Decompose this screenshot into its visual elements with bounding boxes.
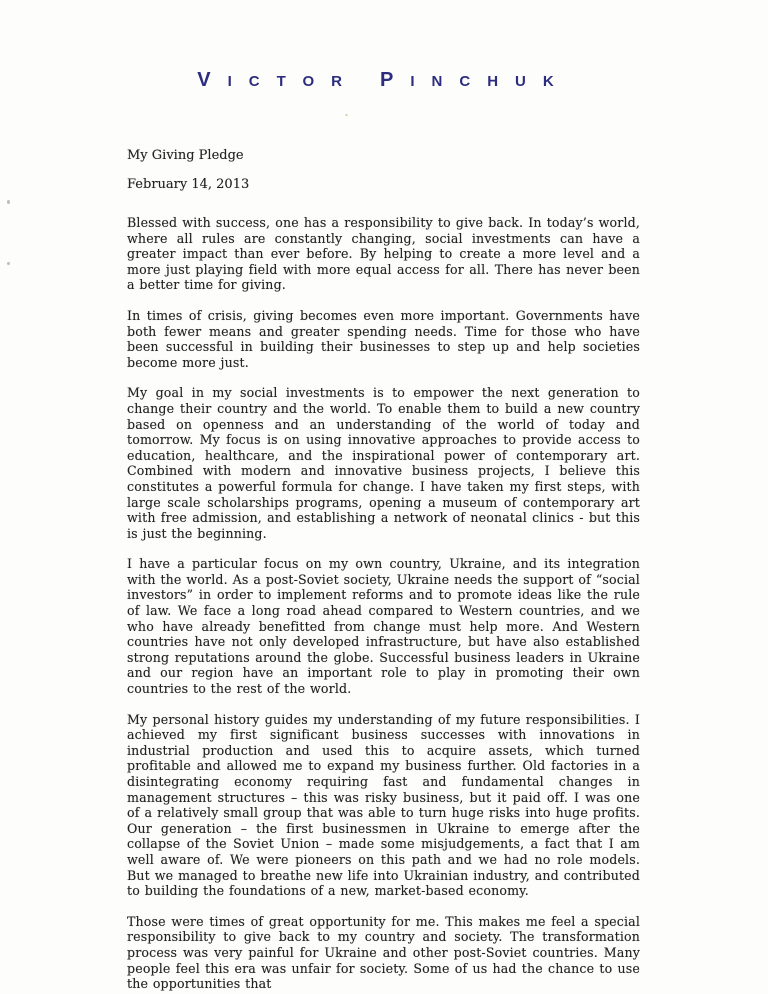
- scan-speck: [345, 114, 348, 116]
- scan-speck: [7, 200, 10, 204]
- letterhead-initial: V: [197, 69, 228, 91]
- paragraph: My goal in my social investments is to empower the next generation to change their country and the world. To enable them to build a new country based on openness and an understanding of the world of today and tomorrow. My focus is on using innovative approaches to provide access to education, healthcare, and the inspirational power of contemporary art. Combined with modern and innovative business projects, I believe this constitutes a powerful formula for change. I have taken my first steps, with large scale scholarships programs, opening a museum of contemporary art with free admission, and establishing a network of neonatal clinics - but this is just the beginning.: [127, 385, 640, 541]
- letterhead-initial: P: [380, 69, 411, 91]
- letter-body: [127, 215, 640, 992]
- paragraph: In times of crisis, giving becomes even more important. Governments have both fewer means and greater spending needs. Time for those who have been successful in building their businesses to step up and help societies become more just.: [127, 307, 640, 370]
- paragraph: I have a particular focus on my own country, Ukraine, and its integration with the world. As a post-Soviet society, Ukraine needs the support of “social investors” in order to implement reforms and to promote ideas like the rule of law. We face a long road ahead compared to Western countries, and we who have already benefitted from change must help more. And Western countries have not only developed infrastructure, but have also established strong reputations around the globe. Successful business leaders in Ukraine and our region have an important role to play in promoting their own countries to the rest of the world.: [127, 556, 640, 697]
- scan-speck: [7, 262, 10, 265]
- letter-title: My Giving Pledge: [127, 148, 244, 163]
- letterhead-name-part: ICTOR: [227, 73, 360, 90]
- paragraph: Those were times of great opportunity for me. This makes me feel a special responsibility to give back to my country and society. The transformation process was very painful for Ukraine and other post-Soviet countries. Many people feel this era was unfair for society. Some of us had the chance to use the opportunities that: [127, 913, 640, 992]
- letterhead-name-part: INCHUK: [410, 73, 571, 90]
- letter-content: [0, 148, 768, 992]
- letter-date: February 14, 2013: [127, 177, 250, 192]
- paragraph: Blessed with success, one has a responsibility to give back. In today’s world, where all rules are constantly changing, social investments can have a greater impact than ever before. By helping to create a more level and a more just playing field with more equal access for all. There has never been a better time for giving.: [127, 215, 640, 293]
- letterhead: [0, 0, 768, 92]
- paragraph: My personal history guides my understanding of my future responsibilities. I achieved my first significant business successes with innovations in industrial production and used this to acquire assets, which turned profitable and allowed me to expand my business further. Old factories in a disintegrating economy requiring fast and fundamental changes in management structures – this was risky business, but it paid off. I was one of a relatively small group that was able to turn huge risks into huge profits. Our generation – the first businessmen in Ukraine to emerge after the collapse of the Soviet Union – made some misjudgements, a fact that I am well aware of. We were pioneers on this path and we had no role models. But we managed to breathe new life into Ukrainian industry, and contributed to building the foundations of a new, market-based economy.: [127, 711, 640, 899]
